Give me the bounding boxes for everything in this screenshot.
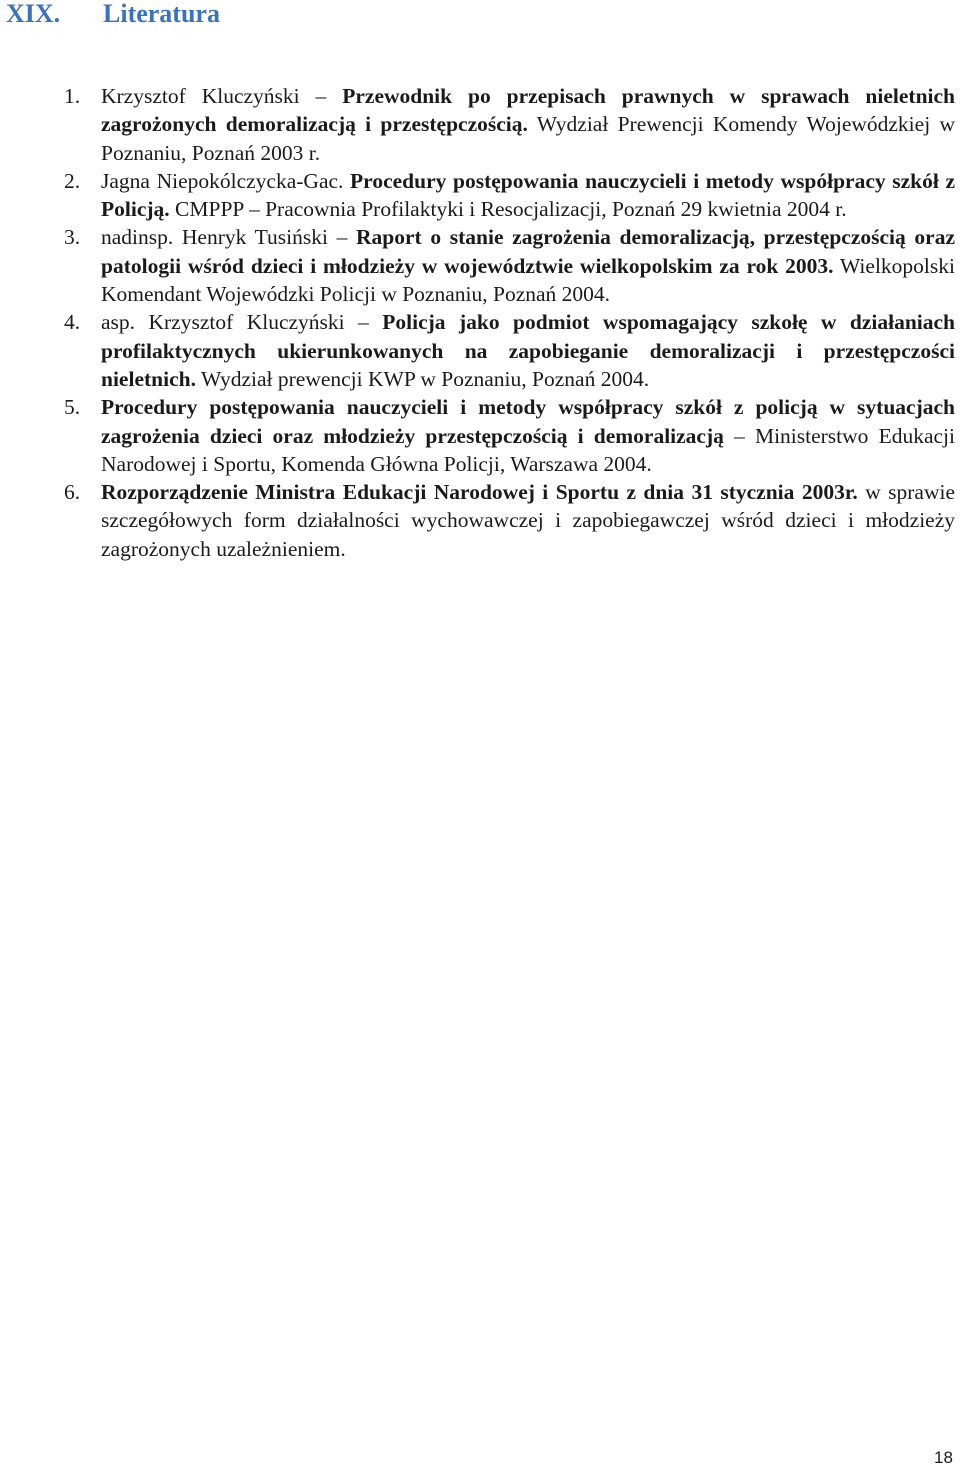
reference-item	[64, 167, 955, 224]
reference-publisher: w sprawie szczegółowych form działalności wychowawczej i zapobiegawczej wśród dzieci i młodzieży zagrożonych uzależnieniem.	[101, 480, 956, 561]
reference-author: Krzysztof Kluczyński –	[101, 84, 343, 108]
reference-publisher: CMPPP – Pracownia Profilaktyki i Resocjalizacji, Poznań 29 kwietnia 2004 r.	[169, 197, 847, 222]
reference-author: Jagna Niepokólczycka-Gac.	[101, 168, 351, 193]
reference-author: asp. Krzysztof Kluczyński –	[101, 310, 383, 335]
page-number: 18	[934, 1448, 953, 1467]
reference-title: Przewodnik po przepisach prawnych w sprawach nieletnich zagrożonych demoralizacją i przestępczością.	[101, 84, 955, 137]
reference-publisher: Wielkopolski Komendant Wojewódzki Policji w Poznaniu, Poznań 2004.	[101, 253, 955, 307]
reference-index: 3.	[64, 225, 81, 250]
reference-item	[64, 223, 955, 308]
reference-item	[64, 478, 955, 563]
reference-list	[64, 82, 955, 563]
reference-index: 5.	[64, 395, 81, 420]
reference-title: Raport o stanie zagrożenia demoralizacją, przestępczością oraz patologii wśród dzieci i młodzieży w województwie wielkopolskim za rok 2003.	[101, 225, 955, 278]
reference-publisher: Wydział prewencji KWP w Poznaniu, Poznań 2004.	[195, 366, 650, 391]
reference-title: Rozporządzenie Ministra Edukacji Narodowej i Sportu z dnia 31 stycznia 2003r.	[101, 480, 858, 505]
reference-index: 2.	[64, 168, 81, 193]
reference-publisher: Wydział Prewencji Komendy Wojewódzkiej w Poznaniu, Poznań 2003 r.	[101, 112, 955, 165]
section-number: XIX.	[6, 0, 61, 28]
reference-publisher: – Ministerstwo Edukacji Narodowej i Sportu, Komenda Główna Policji, Warszawa 2004.	[101, 423, 955, 476]
reference-item	[64, 393, 955, 478]
reference-index: 6.	[64, 480, 81, 505]
reference-item	[64, 82, 955, 167]
reference-index: 1.	[64, 84, 81, 108]
reference-item	[64, 308, 955, 393]
reference-author: nadinsp. Henryk Tusiński –	[101, 225, 357, 250]
section-heading	[6, 0, 220, 28]
reference-title: Policja jako podmiot wspomagający szkołę w działaniach profilaktycznych ukierunkowanych na zapobieganie demoralizacji i przestępczości nieletnich.	[101, 310, 956, 391]
reference-index: 4.	[64, 310, 81, 335]
reference-title: Procedury postępowania nauczycieli i metody współpracy szkół z Policją.	[101, 168, 955, 222]
section-title: Literatura	[103, 0, 220, 28]
reference-title: Procedury postępowania nauczycieli i metody współpracy szkół z policją w sytuacjach zagrożenia dzieci oraz młodzieży przestępczością i demoralizacją	[101, 395, 955, 448]
